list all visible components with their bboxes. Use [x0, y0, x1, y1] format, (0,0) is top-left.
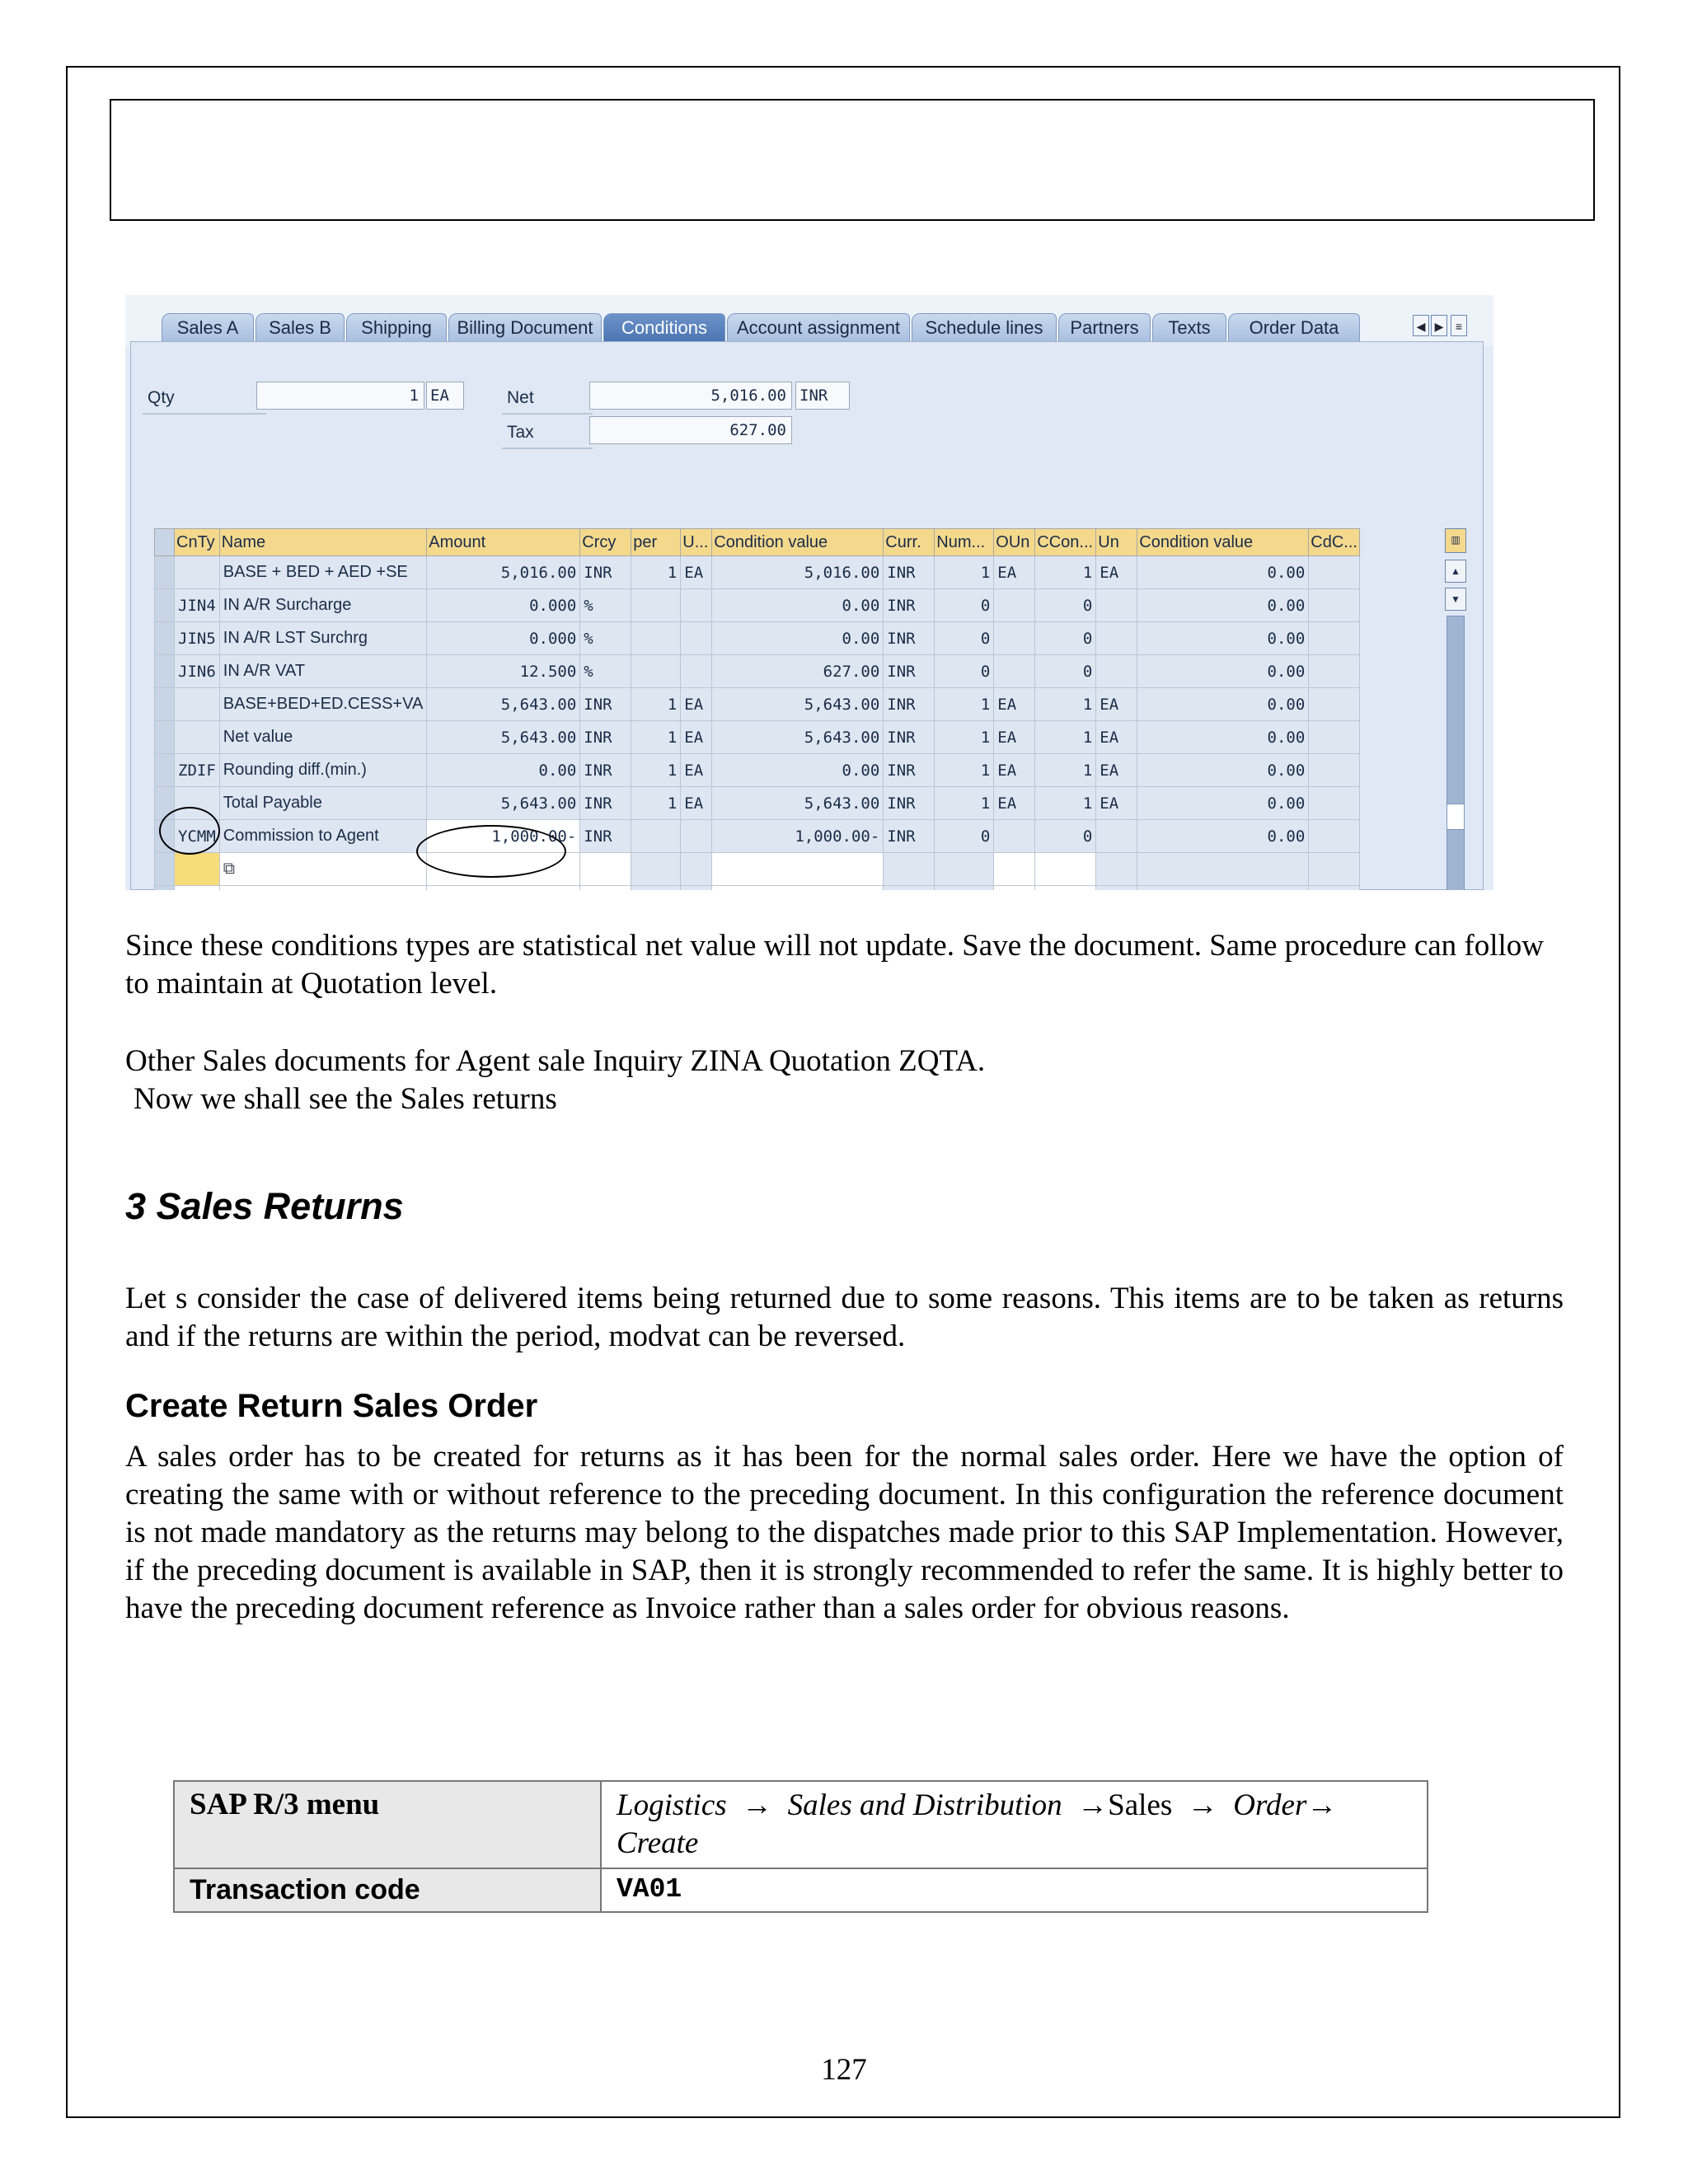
- empty-row[interactable]: [155, 886, 1360, 891]
- scroll-down-icon[interactable]: ▼: [1445, 588, 1466, 611]
- col-header-num[interactable]: Num...: [935, 529, 994, 556]
- empty-cell[interactable]: [427, 886, 580, 891]
- empty-cell[interactable]: [1096, 853, 1137, 886]
- cell-oun: [994, 820, 1035, 853]
- cell-u: [681, 820, 712, 853]
- row-selector[interactable]: [155, 853, 175, 886]
- section-heading: 3 Sales Returns: [125, 1185, 404, 1227]
- cell-un: [1096, 589, 1137, 622]
- cell-curr: INR: [884, 754, 935, 787]
- row-selector[interactable]: [155, 688, 175, 721]
- cell-cdc: [1309, 556, 1360, 589]
- cell-name: Total Payable: [219, 787, 427, 820]
- cell-cnty[interactable]: [175, 721, 220, 754]
- tab-schedule-lines[interactable]: Schedule lines: [912, 313, 1057, 341]
- cell-amount[interactable]: 1,000.00-: [427, 820, 580, 853]
- tab-conditions[interactable]: Conditions: [603, 313, 725, 341]
- cell-cond-value2: 0.00: [1137, 556, 1309, 589]
- empty-cell[interactable]: [1309, 886, 1360, 891]
- cell-cnty[interactable]: JIN5: [175, 622, 220, 655]
- cell-amount[interactable]: 5,643.00: [427, 787, 580, 820]
- cell-num: 1: [935, 787, 994, 820]
- column-settings-icon[interactable]: ▥: [1445, 528, 1466, 553]
- cell-amount[interactable]: 0.00: [427, 754, 580, 787]
- paragraph-returns-case: Let s consider the case of delivered items being returned due to some reasons. This items are to be taken as returns and if the returns are within the period, modvat can be reversed.: [125, 1282, 1564, 1353]
- empty-cell[interactable]: [1035, 886, 1096, 891]
- col-header-u[interactable]: U...: [681, 529, 712, 556]
- cell-cond-value: 0.00: [712, 589, 884, 622]
- cell-per: [631, 589, 681, 622]
- table-row[interactable]: [155, 721, 1360, 754]
- cell-name: Rounding diff.(min.): [219, 754, 427, 787]
- table-row[interactable]: [155, 655, 1360, 688]
- cell-num: 0: [935, 622, 994, 655]
- table-row[interactable]: [155, 754, 1360, 787]
- empty-cell[interactable]: [580, 853, 631, 886]
- cell-name: IN A/R Surcharge: [219, 589, 427, 622]
- cell-cond-value: 5,643.00: [712, 688, 884, 721]
- cell-num: 0: [935, 589, 994, 622]
- row-selector[interactable]: [155, 754, 175, 787]
- tab-scroll-right-icon[interactable]: ▶: [1431, 315, 1447, 336]
- page-number: 127: [821, 2053, 867, 2087]
- cell-un: [1096, 820, 1137, 853]
- cell-name: IN A/R LST Surchrg: [219, 622, 427, 655]
- table-row[interactable]: [155, 787, 1360, 820]
- cell-cond-value: 5,016.00: [712, 556, 884, 589]
- cell-cond-value: 0.00: [712, 622, 884, 655]
- menu-path-cell: [601, 1781, 1428, 1868]
- cell-ccon: 1: [1035, 556, 1096, 589]
- empty-cell[interactable]: [681, 853, 712, 886]
- col-header-ccon[interactable]: CCon...: [1035, 529, 1096, 556]
- tab-partners[interactable]: Partners: [1058, 313, 1151, 341]
- cell-crcy: INR: [580, 556, 631, 589]
- row-selector[interactable]: [155, 589, 175, 622]
- cell-per: 1: [631, 556, 681, 589]
- empty-cell[interactable]: [884, 853, 935, 886]
- cell-oun: [994, 589, 1035, 622]
- cell-crcy: INR: [580, 688, 631, 721]
- menu-label-cell: [174, 1781, 601, 1868]
- scroll-thumb[interactable]: [1447, 804, 1465, 830]
- cell-amount[interactable]: 5,643.00: [427, 688, 580, 721]
- cell-crcy: INR: [580, 787, 631, 820]
- cell-ccon: 0: [1035, 820, 1096, 853]
- qty-underline: [143, 413, 266, 415]
- row-selector[interactable]: [155, 622, 175, 655]
- cell-cdc: [1309, 622, 1360, 655]
- cell-curr: INR: [884, 721, 935, 754]
- cell-curr: INR: [884, 688, 935, 721]
- empty-cell[interactable]: [712, 886, 884, 891]
- col-header-crcy[interactable]: Crcy: [580, 529, 631, 556]
- cell-crcy: INR: [580, 820, 631, 853]
- empty-cell[interactable]: [994, 886, 1035, 891]
- cell-cnty[interactable]: [175, 688, 220, 721]
- cell-cdc: [1309, 688, 1360, 721]
- col-header-un[interactable]: Un: [1096, 529, 1137, 556]
- tab-sales-b[interactable]: Sales B: [256, 313, 345, 341]
- cell-u: EA: [681, 721, 712, 754]
- conditions-panel: [130, 341, 1484, 890]
- tcode-label: Transaction code: [190, 1874, 420, 1905]
- table-row[interactable]: [155, 820, 1360, 853]
- cell-name: Commission to Agent: [219, 820, 427, 853]
- empty-cell[interactable]: [219, 886, 427, 891]
- tax-label: Tax: [507, 423, 534, 442]
- cell-u: [681, 655, 712, 688]
- cell-name: BASE + BED + AED +SE: [219, 556, 427, 589]
- cell-per: 1: [631, 688, 681, 721]
- cell-curr: INR: [884, 622, 935, 655]
- cell-u: EA: [681, 556, 712, 589]
- cell-crcy: %: [580, 589, 631, 622]
- cell-curr: INR: [884, 655, 935, 688]
- col-header-condition-value-2[interactable]: Condition value: [1137, 529, 1309, 556]
- cell-crcy: %: [580, 655, 631, 688]
- col-header-cdc[interactable]: CdC...: [1309, 529, 1360, 556]
- menu-path-table: [173, 1780, 1428, 1913]
- cell-ccon: 1: [1035, 754, 1096, 787]
- header-box: [110, 99, 1595, 221]
- cell-oun: EA: [994, 721, 1035, 754]
- table-row[interactable]: [155, 688, 1360, 721]
- net-value-field: 5,016.00: [589, 382, 792, 410]
- cell-cdc: [1309, 655, 1360, 688]
- cell-cnty[interactable]: [175, 556, 220, 589]
- col-header-cnty[interactable]: CnTy: [175, 529, 220, 556]
- empty-cell[interactable]: [994, 853, 1035, 886]
- cell-num: 1: [935, 688, 994, 721]
- annotation-circle-amount: [416, 825, 566, 878]
- empty-cell[interactable]: [1137, 886, 1309, 891]
- cell-un: EA: [1096, 688, 1137, 721]
- cell-un: [1096, 655, 1137, 688]
- empty-cell[interactable]: [631, 853, 681, 886]
- cell-oun: EA: [994, 556, 1035, 589]
- cell-un: [1096, 622, 1137, 655]
- tab-list-icon[interactable]: ≡: [1451, 315, 1467, 336]
- cell-cnty[interactable]: JIN6: [175, 655, 220, 688]
- cell-num: 0: [935, 820, 994, 853]
- qty-unit-field[interactable]: EA: [426, 382, 464, 410]
- cell-ccon: 1: [1035, 787, 1096, 820]
- cell-cond-value2: 0.00: [1137, 655, 1309, 688]
- empty-cell[interactable]: [1096, 886, 1137, 891]
- cell-oun: EA: [994, 688, 1035, 721]
- cell-amount[interactable]: 12.500: [427, 655, 580, 688]
- cell-oun: EA: [994, 787, 1035, 820]
- arrow-icon: →: [1187, 1788, 1218, 1822]
- cell-per: [631, 622, 681, 655]
- net-label: Net: [507, 388, 534, 407]
- cell-cond-value: 5,643.00: [712, 787, 884, 820]
- empty-cell[interactable]: [1035, 853, 1096, 886]
- cell-num: 1: [935, 721, 994, 754]
- cell-un: EA: [1096, 556, 1137, 589]
- tab-bar: [125, 295, 1493, 346]
- tax-underline: [502, 448, 593, 449]
- row-selector[interactable]: [155, 721, 175, 754]
- cell-un: EA: [1096, 754, 1137, 787]
- cell-per: [631, 655, 681, 688]
- empty-cell[interactable]: [712, 853, 884, 886]
- cell-crcy: INR: [580, 721, 631, 754]
- table-vertical-scrollbar[interactable]: [1445, 528, 1468, 890]
- cell-ccon: 1: [1035, 721, 1096, 754]
- new-condition-type-input[interactable]: [175, 853, 220, 886]
- cell-oun: [994, 622, 1035, 655]
- cell-cnty[interactable]: ZDIF: [175, 754, 220, 787]
- cell-cond-value2: 0.00: [1137, 754, 1309, 787]
- cell-cond-value2: 0.00: [1137, 688, 1309, 721]
- annotation-circle-zdif: [159, 807, 220, 855]
- empty-cell[interactable]: [1309, 853, 1360, 886]
- cell-ccon: 0: [1035, 655, 1096, 688]
- cell-amount[interactable]: 0.000: [427, 589, 580, 622]
- menu-path-sales: Sales: [1108, 1788, 1173, 1822]
- cell-cnty[interactable]: JIN4: [175, 589, 220, 622]
- cell-ccon: 0: [1035, 589, 1096, 622]
- cell-cdc: [1309, 589, 1360, 622]
- col-header-condition-value[interactable]: Condition value: [712, 529, 884, 556]
- net-underline: [502, 413, 593, 415]
- cell-curr: INR: [884, 556, 935, 589]
- empty-cell[interactable]: [935, 886, 994, 891]
- menu-path-logistics: Logistics: [617, 1788, 727, 1822]
- cell-cond-value2: 0.00: [1137, 721, 1309, 754]
- cell-cond-value2: 0.00: [1137, 589, 1309, 622]
- tab-billing-document[interactable]: Billing Document: [448, 313, 602, 341]
- cell-curr: INR: [884, 787, 935, 820]
- cell-num: 0: [935, 655, 994, 688]
- menu-path: [617, 1787, 1412, 1863]
- tcode-cell: [601, 1868, 1428, 1912]
- empty-cell[interactable]: [935, 853, 994, 886]
- value-help-icon[interactable]: ⧉: [219, 853, 427, 886]
- scroll-up-icon[interactable]: ▲: [1445, 560, 1466, 583]
- paragraph-return-order: A sales order has to be created for returns as it has been for the normal sales order. Here we have the option of creating the same with or without reference to the preceding document. In this configuration the reference document is not made mandatory as the returns may belong to the dispatches made prior to this SAP Implementation. However, if the preceding document is available in SAP, then it is strongly recommended to refer the same. It is highly better to have the preceding document reference as Invoice rather than a sales order for obvious reasons.: [125, 1440, 1564, 1625]
- cell-u: EA: [681, 688, 712, 721]
- cell-ccon: 0: [1035, 622, 1096, 655]
- row-selector[interactable]: [155, 556, 175, 589]
- sap-conditions-screenshot: [125, 295, 1493, 890]
- tab-shipping[interactable]: Shipping: [346, 313, 447, 341]
- conditions-table: [154, 528, 1360, 890]
- empty-cell[interactable]: [1137, 853, 1309, 886]
- empty-row[interactable]: [155, 853, 1360, 886]
- table-row[interactable]: [155, 556, 1360, 589]
- row-selector[interactable]: [155, 886, 175, 891]
- cell-cond-value: 0.00: [712, 754, 884, 787]
- empty-cell[interactable]: [884, 886, 935, 891]
- cell-cond-value: 5,643.00: [712, 721, 884, 754]
- arrow-icon: →: [1306, 1788, 1338, 1822]
- cell-oun: [994, 655, 1035, 688]
- empty-cell[interactable]: [175, 886, 220, 891]
- cell-un: EA: [1096, 787, 1137, 820]
- cell-curr: INR: [884, 589, 935, 622]
- cell-amount[interactable]: 5,016.00: [427, 556, 580, 589]
- cell-u: EA: [681, 754, 712, 787]
- cell-name: IN A/R VAT: [219, 655, 427, 688]
- paragraph-other-documents: Other Sales documents for Agent sale Inquiry ZINA Quotation ZQTA.: [125, 1044, 986, 1078]
- scroll-track[interactable]: [1447, 616, 1465, 890]
- cell-cond-value2: 0.00: [1137, 622, 1309, 655]
- cell-per: 1: [631, 754, 681, 787]
- menu-label: SAP R/3 menu: [190, 1788, 380, 1821]
- arrow-icon: →: [1077, 1788, 1109, 1822]
- tab-order-data[interactable]: Order Data: [1228, 313, 1360, 341]
- tax-value-field: 627.00: [589, 416, 792, 444]
- menu-path-order: Order: [1233, 1788, 1307, 1822]
- cell-per: 1: [631, 721, 681, 754]
- tcode-label-cell: [174, 1868, 601, 1912]
- cell-num: 1: [935, 754, 994, 787]
- net-currency-field: INR: [795, 382, 850, 410]
- cell-crcy: %: [580, 622, 631, 655]
- col-header-oun[interactable]: OUn: [994, 529, 1035, 556]
- cell-curr: INR: [884, 820, 935, 853]
- table-row[interactable]: [155, 622, 1360, 655]
- menu-path-create: Create: [617, 1826, 699, 1860]
- table-row[interactable]: [155, 589, 1360, 622]
- cell-u: [681, 622, 712, 655]
- paragraph-statistical-note: Since these conditions types are statistical net value will not update. Save the document. Same procedure can follow to maintain at Quotation level.: [125, 929, 1545, 1001]
- col-header-curr[interactable]: Curr.: [884, 529, 935, 556]
- arrow-icon: →: [742, 1788, 773, 1822]
- cell-cdc: [1309, 820, 1360, 853]
- subsection-heading: Create Return Sales Order: [125, 1388, 538, 1424]
- tab-scroll-left-icon[interactable]: ◀: [1413, 315, 1429, 336]
- qty-label: Qty: [148, 388, 175, 407]
- cell-cdc: [1309, 721, 1360, 754]
- cell-name: Net value: [219, 721, 427, 754]
- cell-cond-value: 1,000.00-: [712, 820, 884, 853]
- cell-per: 1: [631, 787, 681, 820]
- col-header-name[interactable]: Name: [219, 529, 427, 556]
- select-all-header[interactable]: [155, 529, 175, 556]
- menu-path-sales-distribution: Sales and Distribution: [787, 1788, 1062, 1822]
- cell-name: BASE+BED+ED.CESS+VA: [219, 688, 427, 721]
- empty-cell[interactable]: [580, 886, 631, 891]
- cell-oun: EA: [994, 754, 1035, 787]
- empty-cell[interactable]: [631, 886, 681, 891]
- row-selector[interactable]: [155, 655, 175, 688]
- tcode-value: VA01: [617, 1874, 682, 1905]
- cell-num: 1: [935, 556, 994, 589]
- cell-cond-value2: 0.00: [1137, 820, 1309, 853]
- cell-un: EA: [1096, 721, 1137, 754]
- col-header-per[interactable]: per: [631, 529, 681, 556]
- cell-cond-value: 627.00: [712, 655, 884, 688]
- empty-cell[interactable]: [681, 886, 712, 891]
- cell-ccon: 1: [1035, 688, 1096, 721]
- cell-crcy: INR: [580, 754, 631, 787]
- col-header-amount[interactable]: Amount: [427, 529, 580, 556]
- cell-cdc: [1309, 787, 1360, 820]
- cell-per: [631, 820, 681, 853]
- cell-cond-value2: 0.00: [1137, 787, 1309, 820]
- cell-cnty[interactable]: YCMM: [175, 820, 220, 853]
- cell-amount[interactable]: 0.000: [427, 622, 580, 655]
- tab-texts[interactable]: Texts: [1152, 313, 1226, 341]
- tab-sales-a[interactable]: Sales A: [162, 313, 254, 341]
- cell-u: EA: [681, 787, 712, 820]
- qty-field[interactable]: 1: [256, 382, 424, 410]
- cell-amount[interactable]: 5,643.00: [427, 721, 580, 754]
- paragraph-sales-returns-intro: Now we shall see the Sales returns: [134, 1082, 557, 1116]
- cell-u: [681, 589, 712, 622]
- tab-account-assignment[interactable]: Account assignment: [727, 313, 910, 341]
- cell-cdc: [1309, 754, 1360, 787]
